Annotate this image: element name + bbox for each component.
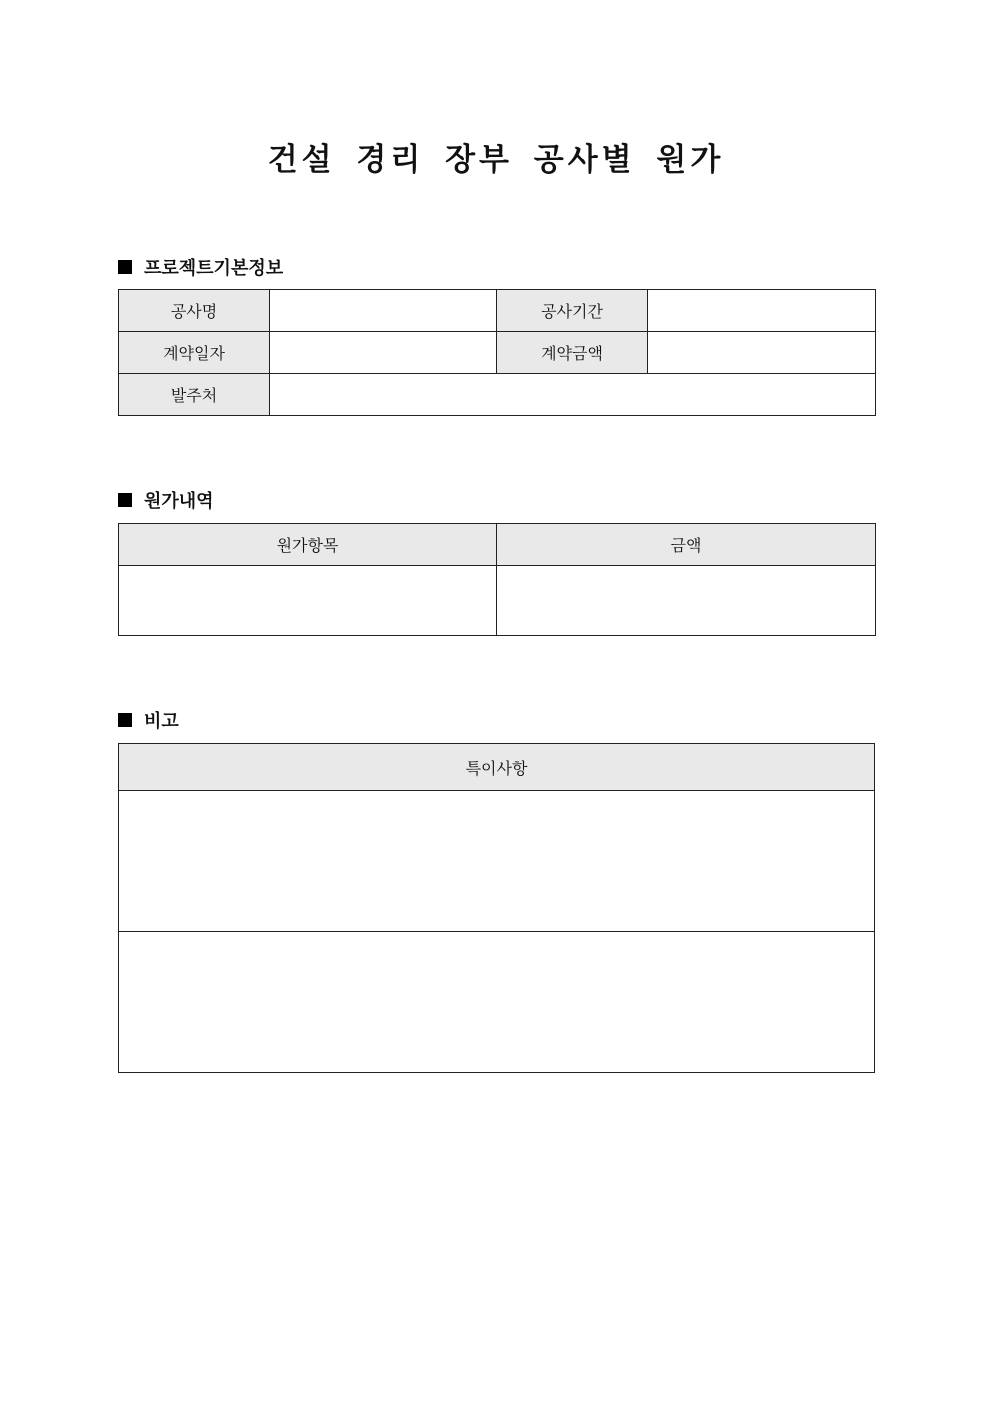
square-bullet-icon bbox=[118, 493, 132, 507]
table-row bbox=[119, 374, 876, 416]
section-heading-label: 프로젝트기본정보 bbox=[144, 258, 284, 279]
special-notes-column-header: 특이사항 bbox=[119, 744, 875, 791]
amount-cell[interactable] bbox=[497, 566, 876, 636]
remarks-cell[interactable] bbox=[119, 932, 875, 1073]
remarks-cell[interactable] bbox=[119, 791, 875, 932]
construction-name-label: 공사명 bbox=[119, 290, 270, 332]
section-heading-cost-breakdown bbox=[118, 487, 214, 513]
table-row bbox=[119, 791, 875, 932]
construction-name-field[interactable] bbox=[270, 290, 497, 332]
table-row bbox=[119, 332, 876, 374]
cost-breakdown-table bbox=[118, 523, 876, 636]
table-header-row bbox=[119, 744, 875, 791]
client-field[interactable] bbox=[270, 374, 876, 416]
table-header-row bbox=[119, 524, 876, 566]
amount-column-header: 금액 bbox=[497, 524, 876, 566]
cost-item-cell[interactable] bbox=[119, 566, 497, 636]
table-row bbox=[119, 932, 875, 1073]
table-row bbox=[119, 566, 876, 636]
construction-period-label: 공사기간 bbox=[497, 290, 648, 332]
section-heading-project-info bbox=[118, 254, 283, 280]
section-heading-remarks bbox=[118, 707, 179, 733]
contract-amount-field[interactable] bbox=[648, 332, 876, 374]
contract-date-field[interactable] bbox=[270, 332, 497, 374]
client-label: 발주처 bbox=[119, 374, 270, 416]
cost-item-column-header: 원가항목 bbox=[119, 524, 497, 566]
contract-date-label: 계약일자 bbox=[119, 332, 270, 374]
remarks-table bbox=[118, 743, 875, 1073]
project-info-table bbox=[118, 289, 876, 416]
section-heading-label: 원가내역 bbox=[144, 491, 214, 512]
contract-amount-label: 계약금액 bbox=[497, 332, 648, 374]
table-row bbox=[119, 290, 876, 332]
section-heading-label: 비고 bbox=[144, 711, 179, 732]
square-bullet-icon bbox=[118, 260, 132, 274]
document-title: 건설 경리 장부 공사별 원가 bbox=[267, 142, 725, 178]
square-bullet-icon bbox=[118, 713, 132, 727]
construction-period-field[interactable] bbox=[648, 290, 876, 332]
